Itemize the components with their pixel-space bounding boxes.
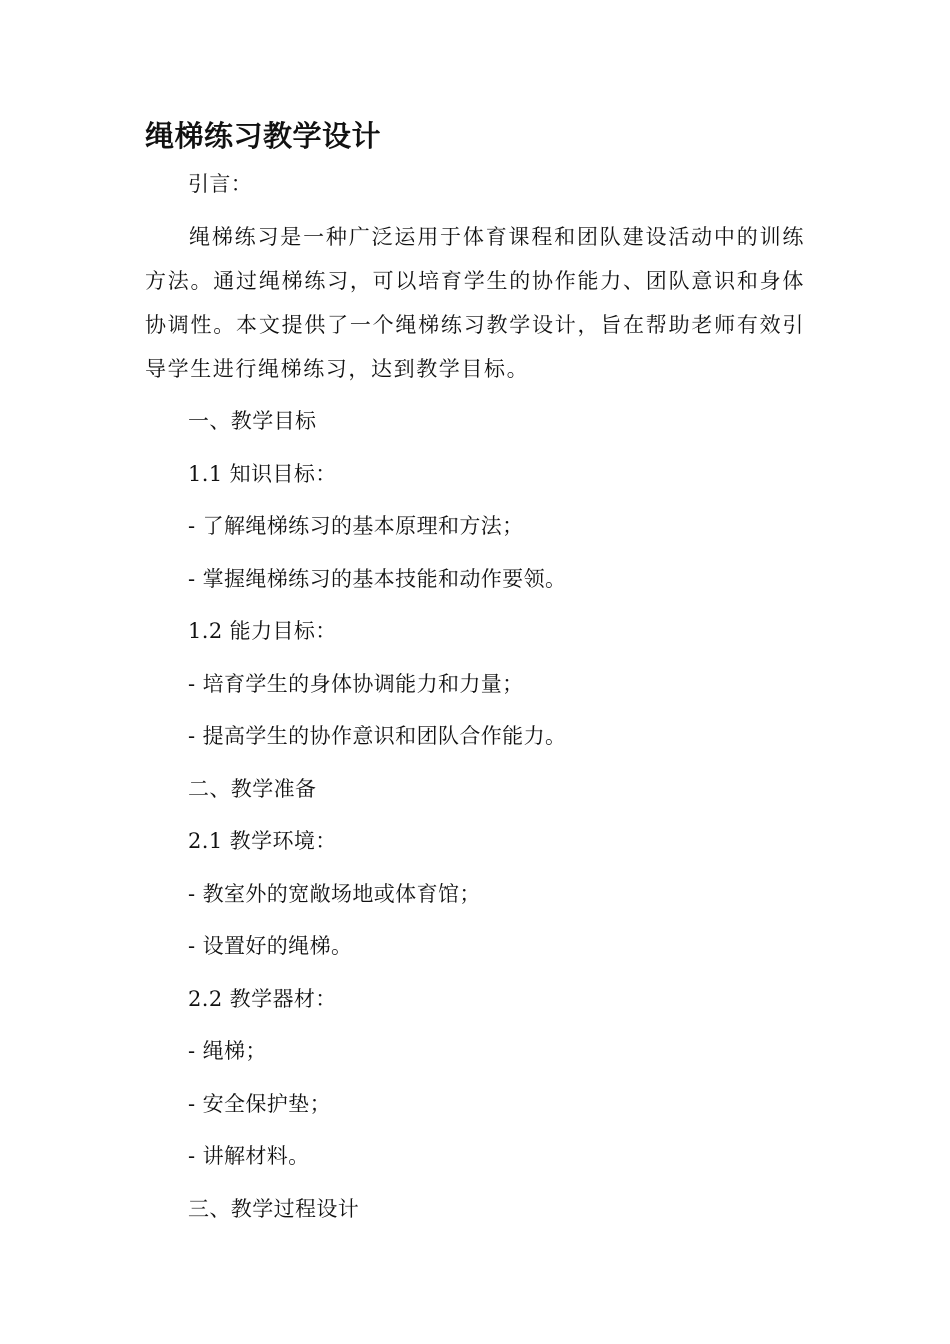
list-item: - 教室外的宽敞场地或体育馆；: [188, 882, 481, 906]
subsection-knowledge-objectives: 1.1 知识目标：: [188, 462, 337, 486]
list-item: - 讲解材料。: [188, 1144, 310, 1168]
list-item: - 绳梯；: [188, 1039, 267, 1063]
list-item: - 提高学生的协作意识和团队合作能力。: [188, 724, 567, 748]
subsection-teaching-environment: 2.1 教学环境：: [188, 829, 337, 853]
intro-heading: 引言：: [188, 172, 253, 196]
section-heading-preparation: 二、教学准备: [188, 777, 317, 801]
intro-paragraph: 绳梯练习是一种广泛运用于体育课程和团队建设活动中的训练方法。通过绳梯练习，可以培育学生的协作能力、团队意识和身体协调性。本文提供了一个绳梯练习教学设计，旨在帮助老师有效引导学生进行绳梯练习，达到教学目标。: [145, 225, 805, 381]
list-item: - 培育学生的身体协调能力和力量；: [188, 672, 524, 696]
subsection-teaching-equipment: 2.2 教学器材：: [188, 987, 337, 1011]
list-item: - 设置好的绳梯。: [188, 934, 353, 958]
section-heading-process-design: 三、教学过程设计: [188, 1197, 360, 1221]
section-heading-objectives: 一、教学目标: [188, 409, 317, 433]
list-item: - 了解绳梯练习的基本原理和方法；: [188, 514, 524, 538]
subsection-ability-objectives: 1.2 能力目标：: [188, 619, 337, 643]
list-item: - 安全保护垫；: [188, 1092, 331, 1116]
document-title: 绳梯练习教学设计: [145, 119, 382, 153]
list-item: - 掌握绳梯练习的基本技能和动作要领。: [188, 567, 567, 591]
